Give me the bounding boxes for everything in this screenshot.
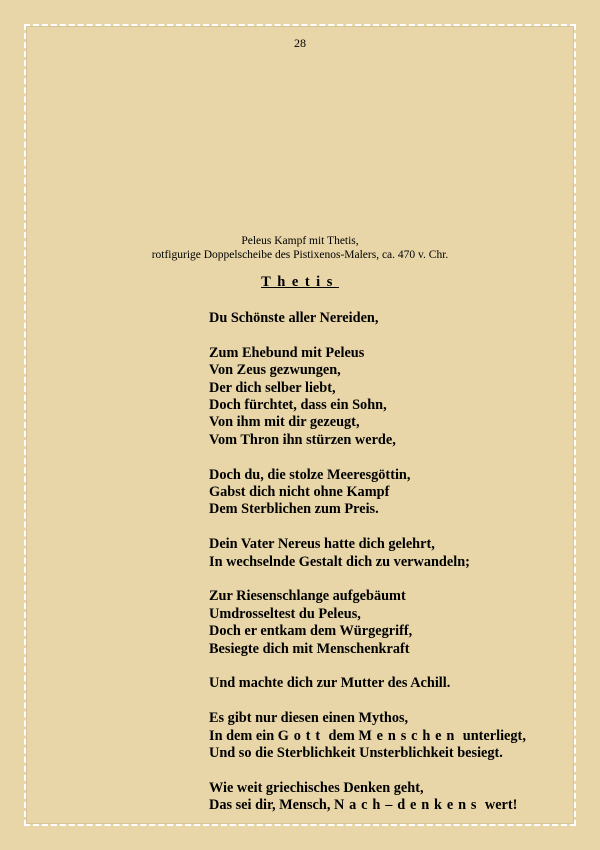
poem-line: Es gibt nur diesen einen Mythos, bbox=[209, 710, 409, 727]
poem-line: Du Schönste aller Nereiden, bbox=[209, 310, 379, 326]
poem-line: Gabst dich nicht ohne Kampf bbox=[209, 484, 390, 501]
stanza-3 bbox=[209, 467, 569, 519]
poem-line: Dem Sterblichen zum Preis. bbox=[209, 501, 379, 518]
poem-line: Zur Riesenschlange aufgebäumt bbox=[209, 588, 406, 605]
poem-line: Von Zeus gezwungen, bbox=[209, 362, 341, 379]
image-caption bbox=[0, 234, 600, 262]
poem-body bbox=[209, 310, 569, 832]
emphasized-word: Nach–denkens bbox=[333, 797, 482, 814]
poem-line: Umdrosseltest du Peleus, bbox=[209, 605, 361, 622]
page-number: 28 bbox=[294, 36, 306, 50]
poem-line: Zum Ehebund mit Peleus bbox=[209, 344, 365, 361]
poem-line: Dein Vater Nereus hatte dich gelehrt, bbox=[209, 536, 435, 553]
text-run: wert! bbox=[481, 797, 518, 814]
emphasized-word: Gott bbox=[277, 727, 325, 744]
poem-line: Und machte dich zur Mutter des Achill. bbox=[209, 675, 451, 692]
text-run: Das sei dir, Mensch, bbox=[209, 797, 334, 814]
caption-line-2: rotfigurige Doppelscheibe des Pistixenos-Malers, ca. 470 v. Chr. bbox=[151, 249, 449, 261]
stanza-8 bbox=[209, 780, 569, 815]
poem-line: Besiegte dich mit Menschenkraft bbox=[209, 640, 410, 657]
stanza-5 bbox=[209, 588, 569, 658]
stanza-7 bbox=[209, 710, 569, 762]
poem-line: Der dich selber liebt, bbox=[209, 379, 336, 396]
stanza-4 bbox=[209, 536, 569, 571]
poem-line: Doch er entkam dem Würgegriff, bbox=[209, 623, 413, 640]
poem-line: Von ihm mit dir gezeugt, bbox=[209, 414, 360, 431]
poem-line: Doch du, die stolze Meeresgöttin, bbox=[209, 466, 411, 483]
stanza-6 bbox=[209, 675, 569, 692]
stanza-1 bbox=[209, 310, 569, 327]
poem-line: Wie weit griechisches Denken geht, bbox=[209, 779, 424, 796]
poem-line: Doch fürchtet, dass ein Sohn, bbox=[209, 397, 387, 414]
text-run: In dem ein bbox=[209, 727, 278, 744]
text-run: unterliegt, bbox=[459, 727, 526, 744]
poem-line: Und so die Sterblichkeit Unsterblichkeit besiegt. bbox=[209, 745, 503, 762]
poem-line: In wechselnde Gestalt dich zu verwandeln; bbox=[209, 553, 470, 570]
caption-line-1: Peleus Kampf mit Thetis, bbox=[241, 235, 359, 247]
poem-line bbox=[209, 728, 569, 745]
poem-title: Thetis bbox=[261, 274, 339, 290]
emphasized-word: Menschen bbox=[358, 727, 460, 744]
stanza-2 bbox=[209, 345, 569, 449]
text-run: dem bbox=[324, 727, 359, 744]
poem-line bbox=[209, 797, 569, 814]
poem-line: Vom Thron ihn stürzen werde, bbox=[209, 431, 396, 448]
